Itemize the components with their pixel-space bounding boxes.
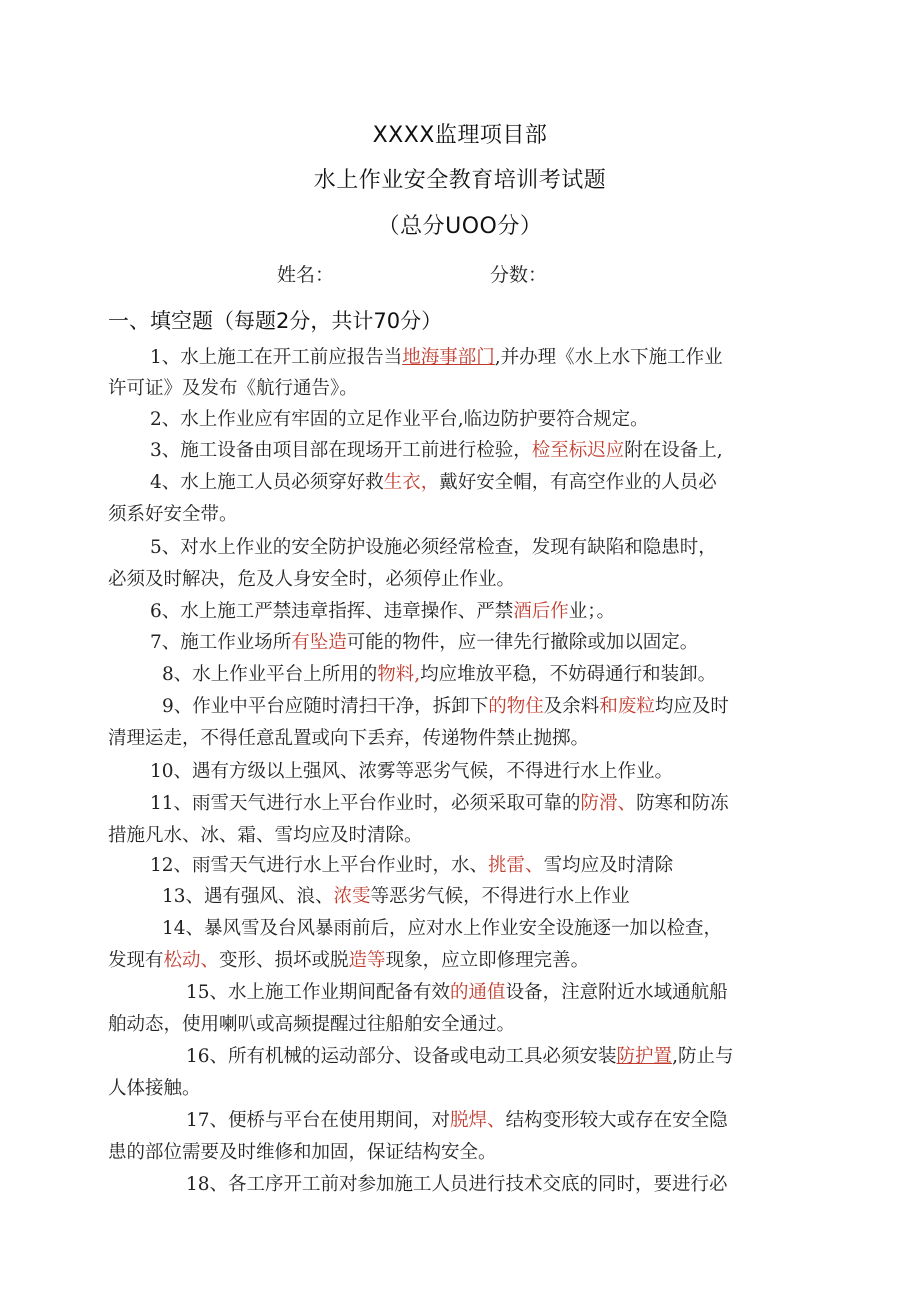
answer-text: 物料,	[377, 664, 421, 685]
answer-text: 和废粒	[599, 696, 655, 717]
q18-line1: 18、各工序开工前对参加施工人员进行技术交底的同时，要进行必	[186, 1174, 728, 1195]
q4-line2: 须系好安全带。	[108, 504, 238, 525]
q16-line1: 16、所有机械的运动部分、设备或电动工具必须安装防护置,防止与	[186, 1046, 734, 1067]
q9-line2: 清理运走，不得任意乱置或向下丢弃，传递物件禁止抛掷。	[108, 728, 590, 749]
section-heading: 一、填空题（每题2分，共计70分）	[108, 309, 443, 333]
answer-text: 的通值	[450, 982, 506, 1003]
q4-line1: 4、水上施工人员必须穿好救生衣，戴好安全帽，有高空作业的人员必	[150, 472, 717, 493]
q7-line1: 7、施工作业场所有坠造可能的物件，应一律先行撤除或加以固定。	[150, 632, 699, 653]
total-score: （总分UOO分）	[377, 214, 543, 239]
org-title: XXXX监理项目部	[372, 123, 548, 148]
q5-line1: 5、对水上作业的安全防护设施必须经常检查，发现有缺陷和隐患时，	[150, 537, 717, 558]
q11-line2: 措施凡水、冰、霜、雪均应及时清除。	[108, 825, 423, 846]
answer-text: 浓雯	[333, 886, 371, 907]
answer-text: 酒后作	[513, 601, 569, 622]
q6-line1: 6、水上施工严禁违章指挥、违章操作、严禁酒后作业；。	[150, 601, 616, 622]
answer-text: 的物住	[488, 696, 544, 717]
answer-text: 有坠造	[291, 632, 347, 653]
q3-line1: 3、施工设备由项目部在现场开工前进行检验，检至标迟应附在设备上,	[150, 440, 723, 461]
q15-line1: 15、水上施工作业期间配备有效的通值设备，注意附近水域通航船	[186, 982, 728, 1003]
q5-line2: 必须及时解决，危及人身安全时，必须停止作业。	[108, 569, 516, 590]
answer-text: 生衣，	[383, 472, 440, 493]
q9-line1: 9、作业中平台应随时清扫干净，拆卸下的物住及余料和废粒均应及时	[162, 696, 729, 717]
answer-text: 检至标迟应	[531, 440, 625, 461]
q12-line1: 12、雨雪天气进行水上平台作业时，水、挑雷、雪均应及时清除	[150, 855, 674, 876]
q13-line1: 13、遇有强风、浪、浓雯等恶劣气候，不得进行水上作业	[162, 886, 630, 907]
q8-line1: 8、水上作业平台上所用的物料,均应堆放平稳，不妨碍通行和装卸。	[162, 664, 717, 685]
name-field-label: 姓名：	[277, 264, 335, 286]
q15-line2: 舶动态，使用喇叭或高频提醒过往船舶安全通过。	[108, 1014, 516, 1035]
q1-line2: 许可证》及发布《航行通告》。	[108, 378, 358, 399]
answer-text: 防滑、	[580, 793, 637, 814]
q16-line2: 人体接触。	[108, 1078, 201, 1099]
q17-line2: 患的部位需要及时维修和加固，保证结构安全。	[108, 1142, 497, 1163]
answer-text: 防护置	[616, 1046, 673, 1067]
answer-text: 造等	[348, 950, 386, 971]
answer-text: 松动、	[163, 950, 220, 971]
score-field-label: 分数：	[490, 264, 548, 286]
q2-line1: 2、水上作业应有牢固的立足作业平台,临边防护要符合规定。	[150, 409, 649, 430]
q14-line1: 14、暴风雪及台风暴雨前后，应对水上作业安全设施逐一加以检查，	[162, 918, 723, 939]
answer-text: 地海事部门	[402, 347, 495, 368]
answer-text: 脱焊、	[450, 1110, 506, 1131]
answer-text: 挑雷、	[488, 855, 544, 876]
q14-line2: 发现有松动、变形、损坏或脱造等现象，应立即修理完善。	[108, 950, 590, 971]
q17-line1: 17、便桥与平台在使用期间，对脱焊、结构变形较大或存在安全隐	[186, 1110, 728, 1131]
q10-line1: 10、遇有方级以上强风、浓雾等恶劣气候，不得进行水上作业。	[150, 761, 674, 782]
q11-line1: 11、雨雪天气进行水上平台作业时，必须采取可靠的防滑、防寒和防冻	[150, 793, 729, 814]
q1-line1: 1、水上施工在开工前应报告当地海事部门,并办理《水上水下施工作业	[150, 347, 723, 368]
exam-title: 水上作业安全教育培训考试题	[313, 168, 607, 193]
